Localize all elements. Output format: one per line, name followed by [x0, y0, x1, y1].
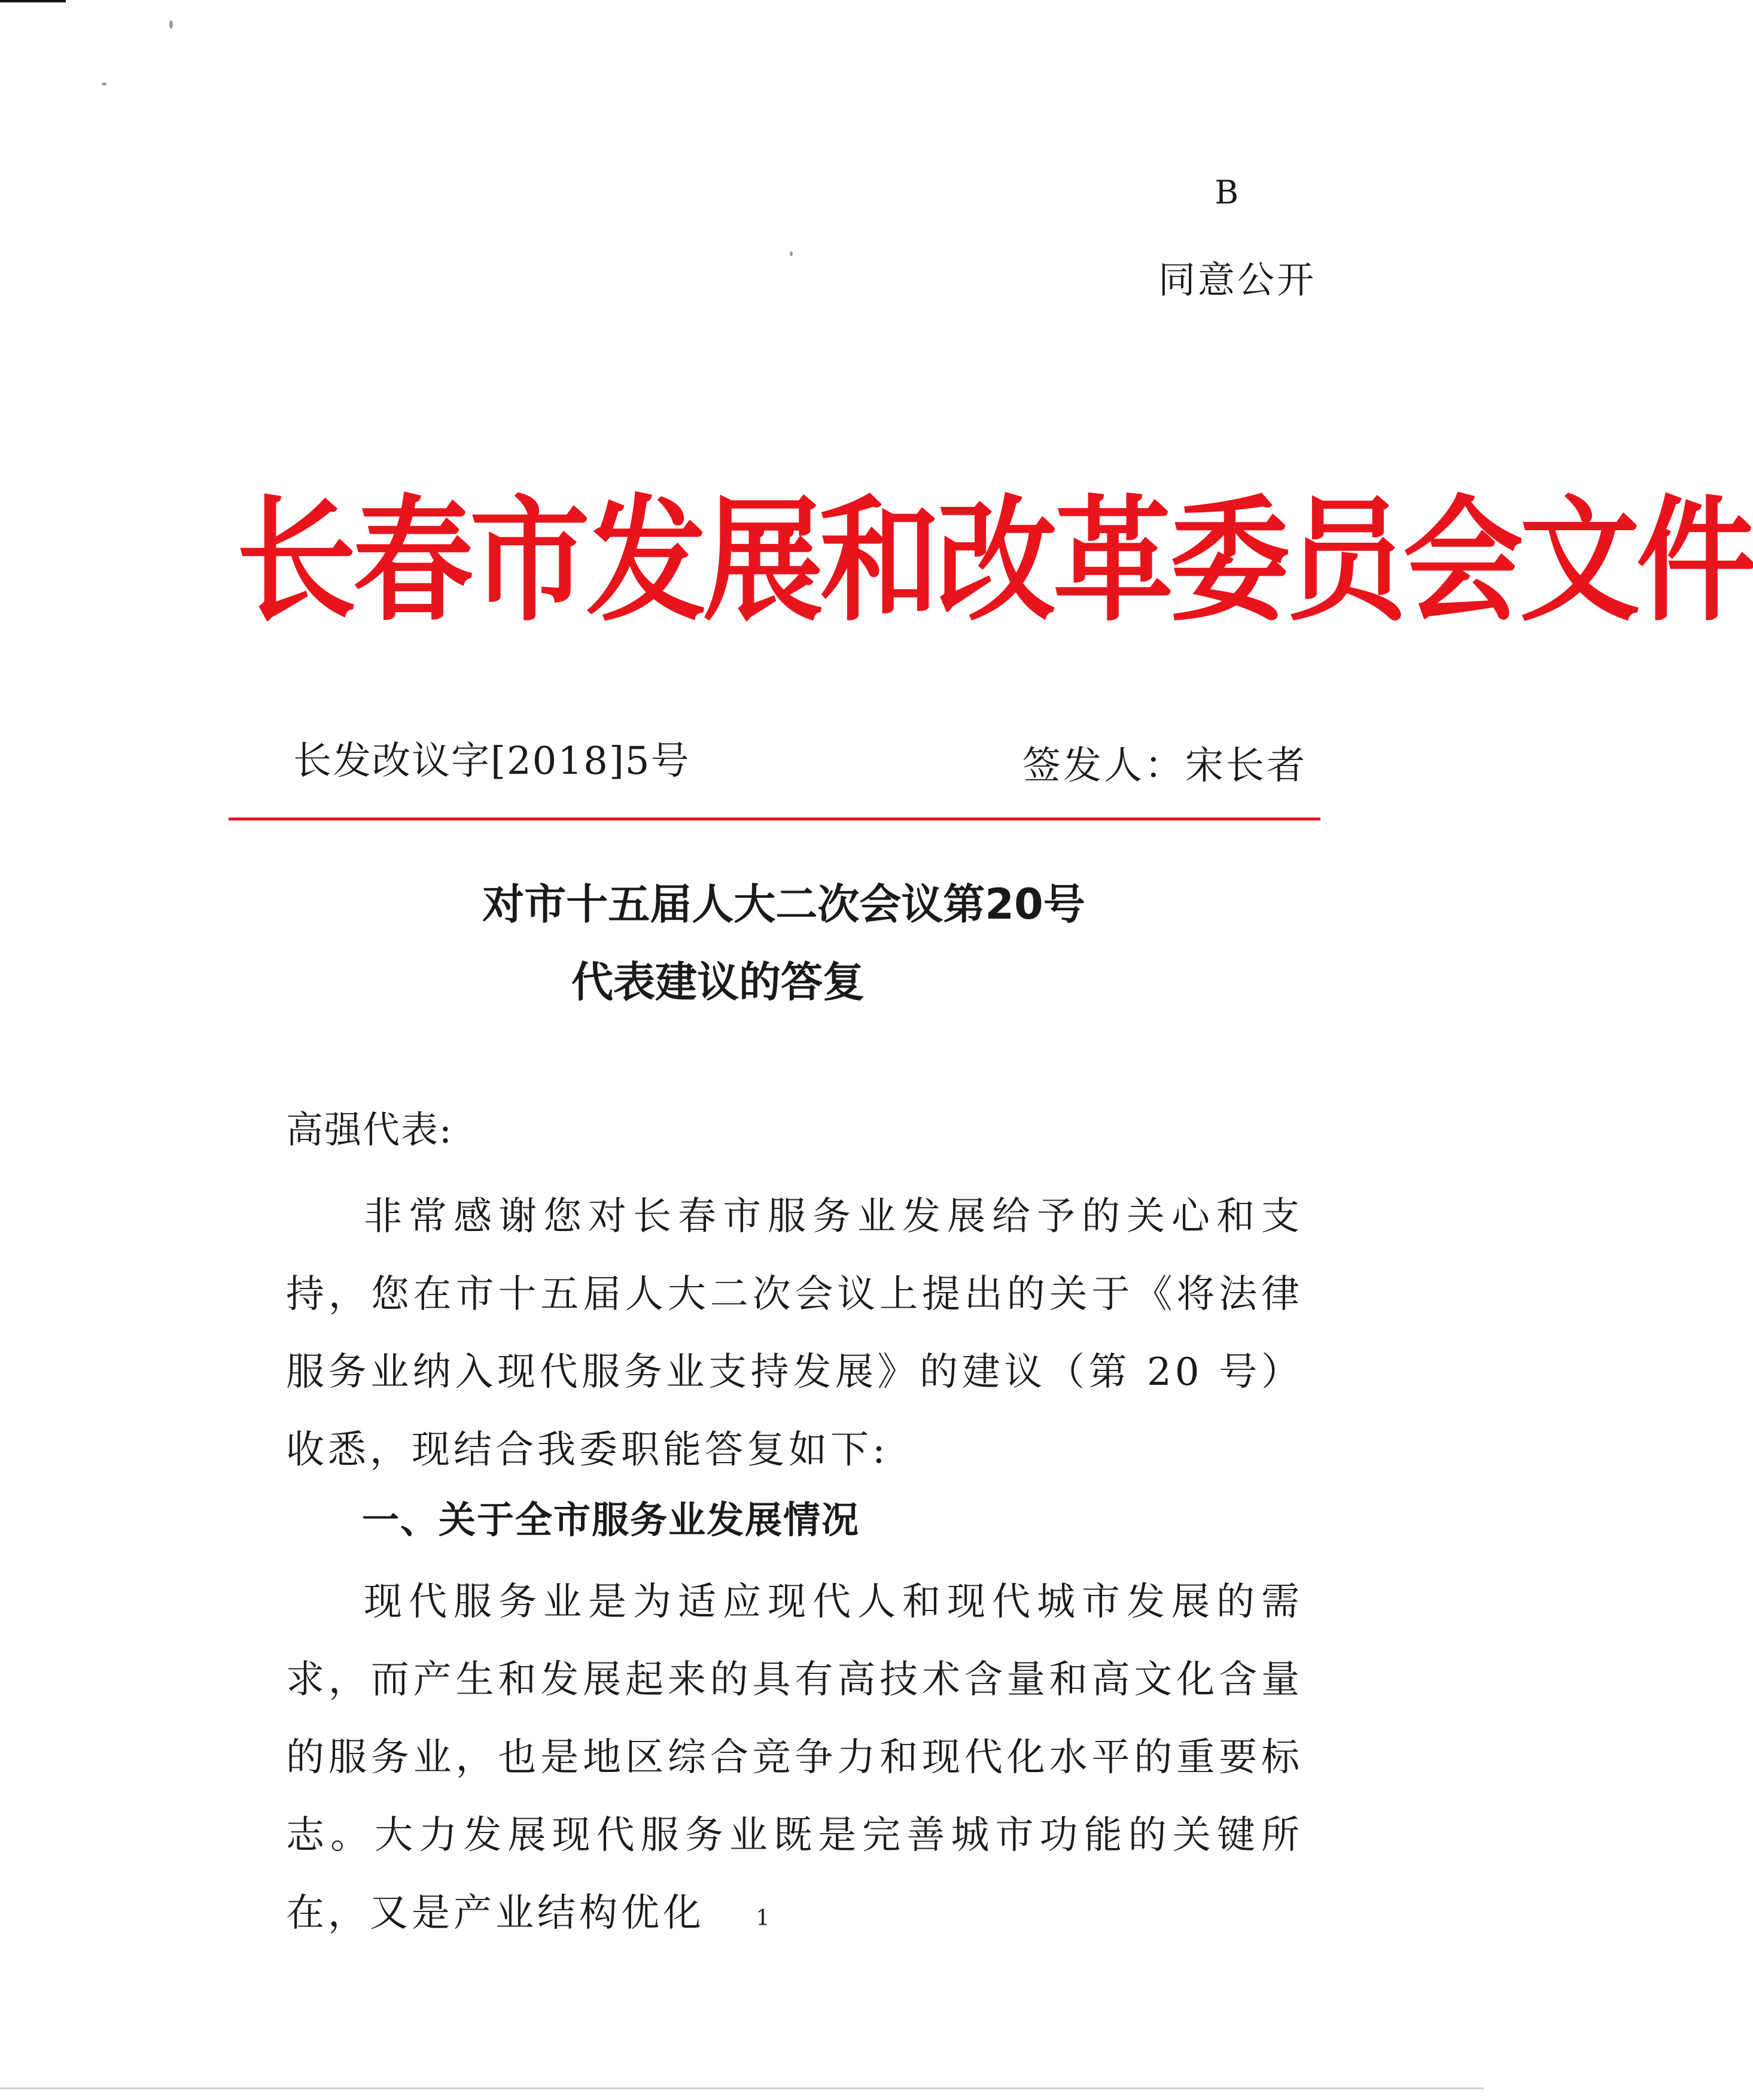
- section-body-block: [286, 1563, 1303, 1952]
- salutation: 高强代表:: [286, 1108, 453, 1151]
- reply-title-line-1: 对市十五届人大二次会议第20号: [482, 880, 1085, 929]
- scan-artifact: [0, 0, 66, 2]
- scan-speck: [169, 20, 173, 29]
- intro-paragraph-block: [286, 1178, 1303, 1489]
- section-paragraph: 现代服务业是为适应现代人和现代城市发展的需求，而产生和发展起来的具有高技术含量和高文化含量的服务业，也是地区综合竞争力和现代化水平的重要标志。大力发展现代服务业既是完善城市功能的关键所在，又是产业结构优化: [286, 1580, 1303, 1935]
- scan-speck: [790, 251, 793, 256]
- disclosure-status: 同意公开: [1158, 258, 1316, 302]
- security-grade: B: [1215, 174, 1238, 211]
- issuer-signature-line: 签发人：宋长者: [1022, 744, 1307, 788]
- scan-speck: [102, 83, 106, 86]
- page-number: 1: [756, 1906, 770, 1931]
- masthead-divider: [229, 817, 1320, 820]
- intro-paragraph: 非常感谢您对长春市服务业发展给予的关心和支持，您在市十五届人大二次会议上提出的关于《将法律服务业纳入现代服务业支持发展》的建议（第 20 号）收悉，现结合我委职能答复如下:: [286, 1195, 1303, 1472]
- reply-title-line-2: 代表建议的答复: [571, 958, 865, 1007]
- section-heading: 一、关于全市服务业发展情况: [362, 1498, 860, 1542]
- document-number: 长发改议字[2018]5号: [293, 739, 690, 783]
- scan-bottom-edge: [0, 2087, 1484, 2089]
- organization-masthead: 长春市发展和改革委员会文件: [236, 482, 1753, 640]
